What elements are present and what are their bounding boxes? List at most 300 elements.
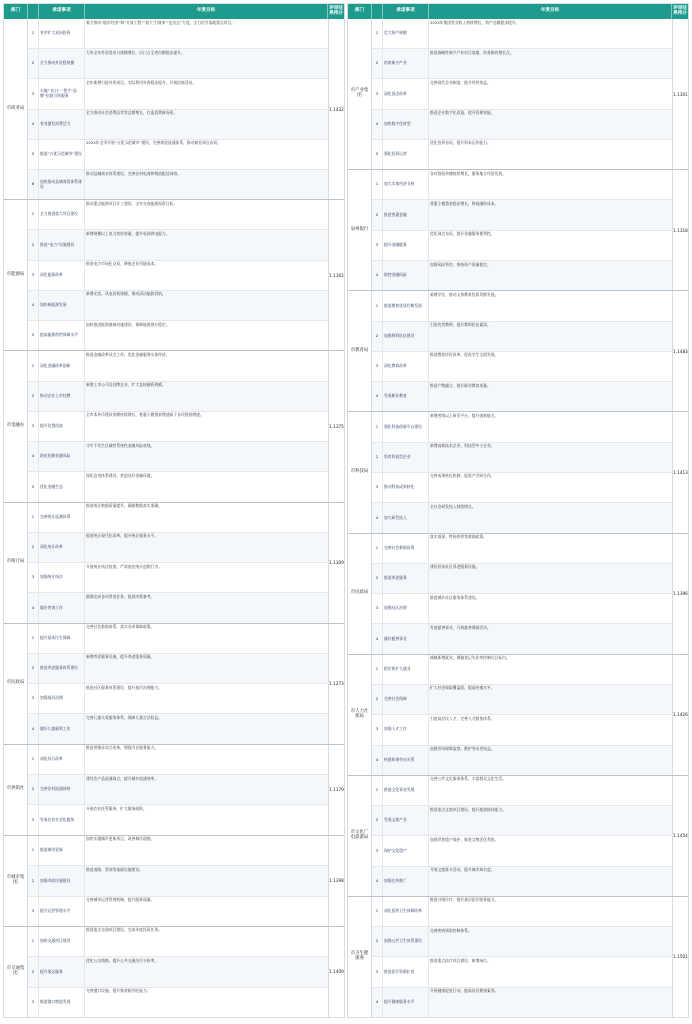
commitment-item: 发展文旅产业 <box>383 806 429 835</box>
annual-goal: 建设农产品流通网点，提升城乡流通效率。 <box>86 775 159 781</box>
row-number: 2 <box>28 230 39 259</box>
table-row <box>28 503 328 533</box>
commitment-item: 培育新兴产业 <box>383 49 429 78</box>
commitment-rows <box>28 503 328 623</box>
table-row <box>372 836 672 866</box>
department-name: 市民政局 <box>348 534 372 654</box>
evaluation-score: 1.1409 <box>328 927 344 1017</box>
department-name: 市交通集团 <box>4 927 28 1017</box>
annual-goal: 全社会研发投入持续增长。 <box>430 503 476 509</box>
commitment-rows <box>28 927 328 1017</box>
row-number: 1 <box>28 351 39 380</box>
commitment-item: 完善农村流通网络 <box>39 775 85 804</box>
annual-goal: 2023年全市开展“五优示范城市”建设，完善商贸流通体系，推动商业网点布局。 <box>86 140 222 146</box>
table-row <box>28 412 328 442</box>
commitment-item: 推动科技成果转化 <box>383 473 429 502</box>
annual-goal: 完善儿童关爱服务体系，保障儿童合法权益。 <box>86 714 162 720</box>
table-row <box>28 200 328 230</box>
table-row <box>28 79 328 109</box>
annual-goal: 加快实施城市更新项目，改善城市面貌。 <box>86 836 155 842</box>
commitment-rows <box>28 624 328 744</box>
evaluation-score: 1.1396 <box>672 534 688 654</box>
row-number: 2 <box>372 322 383 351</box>
commitment-item: 提升信贷投放 <box>39 412 85 441</box>
table-row <box>372 291 672 321</box>
table-row <box>28 140 328 170</box>
annual-goal: 引进优秀教师，提升教师队伍素质。 <box>430 322 491 328</box>
table-row <box>372 322 672 352</box>
commitment-item: 推动企业上市挂牌 <box>39 382 85 411</box>
commitment-rows <box>28 836 328 926</box>
annual-goal: 推进重点文旅项目建设，提升旅游接待能力。 <box>430 806 506 812</box>
commitment-item: 加强市政设施建设 <box>39 866 85 895</box>
commitment-item: 构建和谐劳动关系 <box>383 746 429 775</box>
table-row <box>28 988 328 1017</box>
commitment-item: 深化统计改革 <box>39 533 85 562</box>
row-number: 3 <box>28 79 39 108</box>
annual-goal: 完善港口设施，提升集装箱吞吐能力。 <box>86 988 151 994</box>
row-number: 3 <box>372 231 383 260</box>
commitment-item: 加强师资队伍建设 <box>383 322 429 351</box>
row-number: 3 <box>28 805 39 834</box>
row-number: 5 <box>28 321 39 350</box>
commitment-item: 做好普查工作 <box>39 593 85 622</box>
table-row <box>28 321 328 350</box>
annual-goal: 加强世界遗产保护，推进文物活化利用。 <box>430 836 499 842</box>
commitment-item: 提升运营管理水平 <box>39 897 85 926</box>
row-number: 6 <box>28 170 39 199</box>
header-task: 承诺事项 <box>383 4 429 19</box>
annual-goal: 完善社会救助体系，落实各项保障政策。 <box>86 624 155 630</box>
department-name: 市能源局 <box>4 200 28 350</box>
annual-goal: 推进电力市场化交易，降低企业用能成本。 <box>86 261 159 267</box>
annual-goal: 新增养老服务设施，提升养老服务质量。 <box>86 654 155 660</box>
department-group <box>348 534 688 655</box>
header-seq <box>372 4 383 19</box>
annual-goal: 推进教育评价改革，促进学生全面发展。 <box>430 352 499 358</box>
commitment-item: 深化金融改革创新 <box>39 351 85 380</box>
commitment-item: 提升基本民生保障 <box>39 624 85 653</box>
table-row <box>28 866 328 896</box>
department-name: 市城市集团 <box>4 836 28 926</box>
annual-goal: 加强劳动保障监察，维护劳动者权益。 <box>430 746 495 751</box>
row-number: 2 <box>372 49 383 78</box>
table-row <box>372 49 672 79</box>
annual-goal: 推进统计数据质量提升，确保数据真实准确。 <box>86 503 162 508</box>
department-group <box>348 897 688 1017</box>
annual-goal: 开展文旅推介活动，提升城市知名度。 <box>430 867 495 873</box>
commitment-item: 加快新能源发展 <box>39 291 85 320</box>
row-number: 1 <box>372 655 383 684</box>
commitment-rows <box>372 291 672 411</box>
annual-goal: 完善成果转化机制，促进产学研合作。 <box>430 473 495 479</box>
department-name: 市科技局 <box>348 412 372 532</box>
table-row <box>28 714 328 743</box>
table-row <box>28 291 328 321</box>
row-number: 5 <box>28 140 39 169</box>
evaluation-score: 1.1483 <box>672 291 688 411</box>
annual-goal: 2023年集团营业收入持续增长，资产总额稳步提升。 <box>430 19 520 25</box>
row-number: 4 <box>372 382 383 411</box>
commitment-item: 深化医药卫生体制改革 <box>383 897 429 926</box>
annual-goal: 推进分级诊疗，提升基层医疗服务能力。 <box>430 897 499 903</box>
row-number: 1 <box>372 897 383 926</box>
annual-goal: 新增规模以上电力装机容量，提升电网供电能力。 <box>86 230 170 236</box>
annual-goal: 推进战略性新兴产业项目落地，培育新的增长点。 <box>430 49 514 55</box>
row-number: 3 <box>372 836 383 865</box>
department-name: 市教育局 <box>348 291 372 411</box>
row-number: 2 <box>28 654 39 683</box>
commitment-item: 优化金融生态 <box>39 472 85 501</box>
row-number: 4 <box>28 291 39 320</box>
row-number: 2 <box>372 443 383 472</box>
evaluation-score: 1.1375 <box>328 351 344 501</box>
annual-goal: 开展健康促进行动，提高居民健康素养。 <box>430 988 499 994</box>
row-number: 3 <box>28 988 39 1017</box>
evaluation-score: 1.1301 <box>672 19 688 169</box>
annual-goal: 推进城乡社区服务体系建设。 <box>430 594 480 600</box>
row-number: 2 <box>372 200 383 229</box>
department-group <box>348 776 688 897</box>
commitment-rows <box>28 19 328 199</box>
commitment-item: 提升健康服务水平 <box>383 988 429 1017</box>
row-number: 3 <box>372 715 383 744</box>
annual-goal: 推动重点能源项目开工建设，全年完成能源投资目标。 <box>86 200 178 206</box>
row-number: 4 <box>372 867 383 896</box>
table-row <box>372 79 672 109</box>
table-row <box>372 655 672 685</box>
commitment-item: 有序扩大双向投资 <box>39 19 85 48</box>
annual-goal: 推进重点医疗项目建设，新增床位。 <box>430 957 491 963</box>
annual-goal: 推进金融改革试点工作，优化金融服务实体经济。 <box>86 351 170 357</box>
header-task: 承诺事项 <box>39 4 85 19</box>
row-number: 4 <box>372 110 383 139</box>
annual-goal: 各项贷款余额持续增长，服务地方经济发展。 <box>430 170 506 176</box>
annual-goal: 加强风险管控，保持资产质量稳定。 <box>430 261 491 267</box>
annual-goal: 新增省级以上研发平台，提升创新能力。 <box>430 412 499 418</box>
annual-goal: 着力推动“地市经济”和“开放工程”“加大‘引商来’”走出去“力度，全力招引落地重点项目。 <box>86 19 236 25</box>
table-row <box>372 110 672 140</box>
department-name: 市金融办 <box>4 351 28 501</box>
department-name: 市供销社 <box>4 745 28 835</box>
department-name: 市人力社保局 <box>348 655 372 775</box>
row-number: 2 <box>28 382 39 411</box>
row-number: 3 <box>28 261 39 290</box>
commitment-rows <box>372 534 672 654</box>
annual-goal: 新增高新技术企业、科技型中小企业。 <box>430 443 495 449</box>
annual-goal: 完善疾病预防控制体系。 <box>430 927 472 933</box>
department-group <box>4 503 344 624</box>
commitment-item: 加快交通项目建设 <box>39 927 85 956</box>
evaluation-score: 1.1318 <box>672 170 688 290</box>
commitment-item: 提升金融服务 <box>383 231 429 260</box>
department-name: 市卫生健康委 <box>348 897 372 1017</box>
table-row <box>372 927 672 957</box>
department-group <box>4 927 344 1017</box>
department-name: 市民政局 <box>4 624 28 744</box>
annual-goal: 推进社区服务体系建设，提升基层治理能力。 <box>86 684 162 690</box>
row-number: 5 <box>372 140 383 169</box>
commitment-item: 加强社区治理 <box>383 594 429 623</box>
row-number: 4 <box>28 110 39 139</box>
commitment-item: 深化教育改革 <box>383 352 429 381</box>
evaluation-score: 1.1309 <box>328 503 344 623</box>
table-row <box>372 503 672 532</box>
evaluation-score: 1.1501 <box>672 897 688 1017</box>
commitment-item: 完善社会救助体系 <box>383 534 429 563</box>
department-group <box>4 745 344 836</box>
row-number: 2 <box>28 775 39 804</box>
row-number: 4 <box>28 714 39 743</box>
header-goal: 年度目标 <box>85 4 328 19</box>
row-number: 3 <box>372 594 383 623</box>
department-group <box>4 19 344 200</box>
annual-goal: 推进统计现代化改革，提升统计服务水平。 <box>86 533 159 539</box>
table-row <box>28 654 328 684</box>
commitment-item: 加大实体经济支持 <box>383 170 429 199</box>
table-row <box>372 231 672 261</box>
header-score: 评审结果得分 <box>329 5 343 16</box>
department-name: 市统计局 <box>4 503 28 623</box>
table-header <box>4 4 344 19</box>
row-number: 1 <box>28 19 39 48</box>
row-number: 4 <box>372 503 383 532</box>
annual-goal: 普惠小微贷款稳步增长，降低融资成本。 <box>430 200 499 206</box>
annual-goal: 推进企业数字化改造，提升管理效能。 <box>430 110 495 116</box>
annual-goal: 引进高层次人才，完善人才服务体系。 <box>430 715 495 721</box>
table-row <box>372 806 672 836</box>
header-seq <box>28 4 39 19</box>
annual-goal: 全力推动社会消费品零售总额增长，打造消费新场景。 <box>86 110 178 116</box>
commitment-item: 推进“电力”设施建设 <box>39 230 85 259</box>
row-number: 3 <box>372 352 383 381</box>
commitment-item: 推进“五优示范城市”建设 <box>39 140 85 169</box>
commitment-rows <box>372 19 672 169</box>
table-row <box>28 19 328 49</box>
row-number: 1 <box>372 19 383 48</box>
commitment-rows <box>28 745 328 835</box>
table-row <box>28 351 328 381</box>
department-group <box>4 200 344 351</box>
evaluation-score: 1.1398 <box>328 836 344 926</box>
commitment-item: 强化投资运营 <box>383 140 429 169</box>
commitment-item: 发展农业社会化服务 <box>39 805 85 834</box>
row-number: 4 <box>28 593 39 622</box>
row-number: 2 <box>28 49 39 78</box>
table-row <box>28 775 328 805</box>
evaluation-score: 1.1179 <box>328 745 344 835</box>
commitment-item: 推进教育优质均衡发展 <box>383 291 429 320</box>
commitment-item: 全力推进重大项目建设 <box>39 200 85 229</box>
table-header <box>348 4 688 19</box>
evaluation-score: 1.1432 <box>328 19 344 199</box>
table-row <box>372 534 672 564</box>
table-row <box>28 110 328 140</box>
row-number: 4 <box>372 746 383 775</box>
commitment-item: 保护文化遗产 <box>383 836 429 865</box>
table-row <box>372 776 672 806</box>
row-number: 3 <box>372 79 383 108</box>
annual-goal: 推进产教融合，提升职业教育质量。 <box>430 382 491 388</box>
table-row <box>372 140 672 169</box>
table-row <box>28 745 328 775</box>
commitment-item: 推进普惠金融 <box>383 200 429 229</box>
annual-goal: 新增上市公司及挂牌企业，扩大直接融资规模。 <box>86 382 166 388</box>
row-number: 4 <box>372 261 383 290</box>
annual-goal: 落实低保、特困供养等救助政策。 <box>430 534 487 540</box>
annual-goal: 加快推进能源储备设施建设，保障能源供应稳定。 <box>86 321 170 327</box>
annual-goal: 圆满完成各项普查任务，提供决策参考。 <box>86 593 155 599</box>
commitment-rows <box>372 897 672 1017</box>
table-row <box>28 927 328 957</box>
commitment-item: 推进医疗资源扩容 <box>383 957 429 986</box>
commitment-item: 防控金融风险 <box>383 261 429 290</box>
commitment-item: 加强公共卫生体系建设 <box>383 927 429 956</box>
department-name: 市商务局 <box>4 19 28 199</box>
commitment-rows <box>372 655 672 775</box>
annual-goal: 完善公共文化服务体系，丰富群众文化生活。 <box>430 776 506 782</box>
commitment-item: 推进养老服务 <box>383 564 429 593</box>
row-number: 1 <box>372 776 383 805</box>
department-group <box>348 655 688 776</box>
row-number: 3 <box>28 563 39 592</box>
commitment-item: 做好儿童福利工作 <box>39 714 85 743</box>
table-row <box>28 593 328 622</box>
table-row <box>372 19 672 49</box>
table-body <box>4 19 344 1017</box>
annual-goal: 扩大社会保险覆盖面，提高待遇水平。 <box>430 685 495 691</box>
row-number: 1 <box>28 836 39 865</box>
evaluation-score: 1.1454 <box>672 776 688 896</box>
table-row <box>28 49 328 79</box>
left-table <box>3 3 345 1018</box>
commitment-item: 推进港口物流发展 <box>39 988 85 1017</box>
table-row <box>372 382 672 411</box>
row-number: 1 <box>372 170 383 199</box>
header-dept: 部门 <box>348 4 372 19</box>
commitment-item: 完善统计监测体系 <box>39 503 85 532</box>
commitment-item: 实施“‘出口’一把手”品牌“招商引资服务 <box>39 79 85 108</box>
commitment-item: 深化综合改革 <box>39 745 85 774</box>
table-body <box>348 19 688 1017</box>
row-number: 2 <box>28 866 39 895</box>
department-name: 市文化广电旅游局 <box>348 776 372 896</box>
table-row <box>28 684 328 714</box>
table-row <box>372 715 672 745</box>
commitment-item: 做好慈善事业 <box>383 624 429 653</box>
commitment-item: 防范化解金融风险 <box>39 442 85 471</box>
commitment-item: 提高能源供给保障水平 <box>39 321 85 350</box>
annual-goal: 发展慈善事业，开展慈善募捐活动。 <box>430 624 491 630</box>
commitment-rows <box>372 776 672 896</box>
row-number: 2 <box>28 533 39 562</box>
commitment-item: 培育科技型企业 <box>383 443 429 472</box>
annual-goal: 建设居家社区养老服务设施。 <box>430 564 480 570</box>
annual-goal: 推进重点交通项目建设，完成年度投资任务。 <box>86 927 162 933</box>
evaluation-score: 1.1413 <box>672 412 688 532</box>
department-name: 市产业集团 <box>348 19 372 169</box>
commitment-item: 加强统计执法 <box>39 563 85 592</box>
department-name: 泉州银行 <box>348 170 372 290</box>
row-number: 4 <box>372 988 383 1017</box>
table-row <box>372 352 672 382</box>
row-number: 2 <box>372 806 383 835</box>
commitment-item: 加强宣传推广 <box>383 867 429 896</box>
row-number: 3 <box>372 957 383 986</box>
row-number: 1 <box>28 927 39 956</box>
commitment-rows <box>372 170 672 290</box>
annual-goal: 推动县域商业体系建设，完善农村电商和物流配送网络。 <box>86 170 181 176</box>
header-score: 评审结果得分 <box>673 5 687 16</box>
annual-goal: 开展统计执法检查，严肃查处统计造假行为。 <box>86 563 162 569</box>
annual-goal: 推进供销社综合改革，增强为农服务能力。 <box>86 745 159 751</box>
row-number: 1 <box>28 503 39 532</box>
table-row <box>372 746 672 775</box>
commitment-item: 加大研发投入 <box>383 503 429 532</box>
table-row <box>28 805 328 834</box>
table-row <box>372 261 672 290</box>
commitment-item: 有效激发消费活力 <box>39 110 85 139</box>
table-row <box>28 442 328 472</box>
table-row <box>28 897 328 926</box>
commitment-item: 加快推动县域商贸体系建设 <box>39 170 85 199</box>
table-row <box>372 412 672 442</box>
department-group <box>4 836 344 927</box>
row-number: 1 <box>28 745 39 774</box>
annual-goal: 优化公交线路，提升公共交通出行分担率。 <box>86 957 159 963</box>
commitment-item: 加强人才工作 <box>383 715 429 744</box>
department-group <box>348 291 688 412</box>
table-row <box>28 230 328 260</box>
row-number: 2 <box>372 564 383 593</box>
row-number: 1 <box>28 624 39 653</box>
row-number: 1 <box>372 534 383 563</box>
annual-goal: 开展农业托管服务，扩大服务面积。 <box>86 805 147 811</box>
table-row <box>28 563 328 593</box>
commitment-item: 发展职业教育 <box>383 382 429 411</box>
commitment-rows <box>372 412 672 532</box>
commitment-item: 稳定和扩大就业 <box>383 655 429 684</box>
annual-goal: 新增学位，推动义务教育优质均衡发展。 <box>430 291 499 297</box>
header-goal: 年度目标 <box>429 4 672 19</box>
commitment-item: 推进文化事业发展 <box>383 776 429 805</box>
commitment-item: 推进养老服务体系建设 <box>39 654 85 683</box>
annual-goal: 优化网点布局，提升金融服务便利性。 <box>430 231 495 237</box>
header-dept: 部门 <box>4 4 28 19</box>
row-number: 2 <box>28 957 39 986</box>
commitment-rows <box>28 200 328 350</box>
row-number: 2 <box>372 927 383 956</box>
table-row <box>28 533 328 563</box>
commitment-item: 壮大资产规模 <box>383 19 429 48</box>
table-row <box>372 594 672 624</box>
commitment-item: 完善社会保障 <box>383 685 429 714</box>
table-row <box>28 472 328 501</box>
evaluation-score: 1.1273 <box>328 624 344 744</box>
annual-goal: 完善现代企业制度，提升经营效益。 <box>430 79 491 85</box>
commitment-item: 强化科技创新平台建设 <box>383 412 429 441</box>
department-group <box>4 624 344 745</box>
right-table <box>347 3 689 1018</box>
table-row <box>372 897 672 927</box>
department-group <box>4 351 344 502</box>
annual-goal: 全市本外币贷款余额持续增长，普惠小微贷款增速高于各项贷款增速。 <box>86 412 204 418</box>
annual-goal: 力争全年外贸进出口规模增长，出口占全省份额稳步提升。 <box>86 49 185 55</box>
row-number: 4 <box>372 624 383 653</box>
row-number: 3 <box>372 473 383 502</box>
table-row <box>28 170 328 199</box>
table-row <box>372 564 672 594</box>
